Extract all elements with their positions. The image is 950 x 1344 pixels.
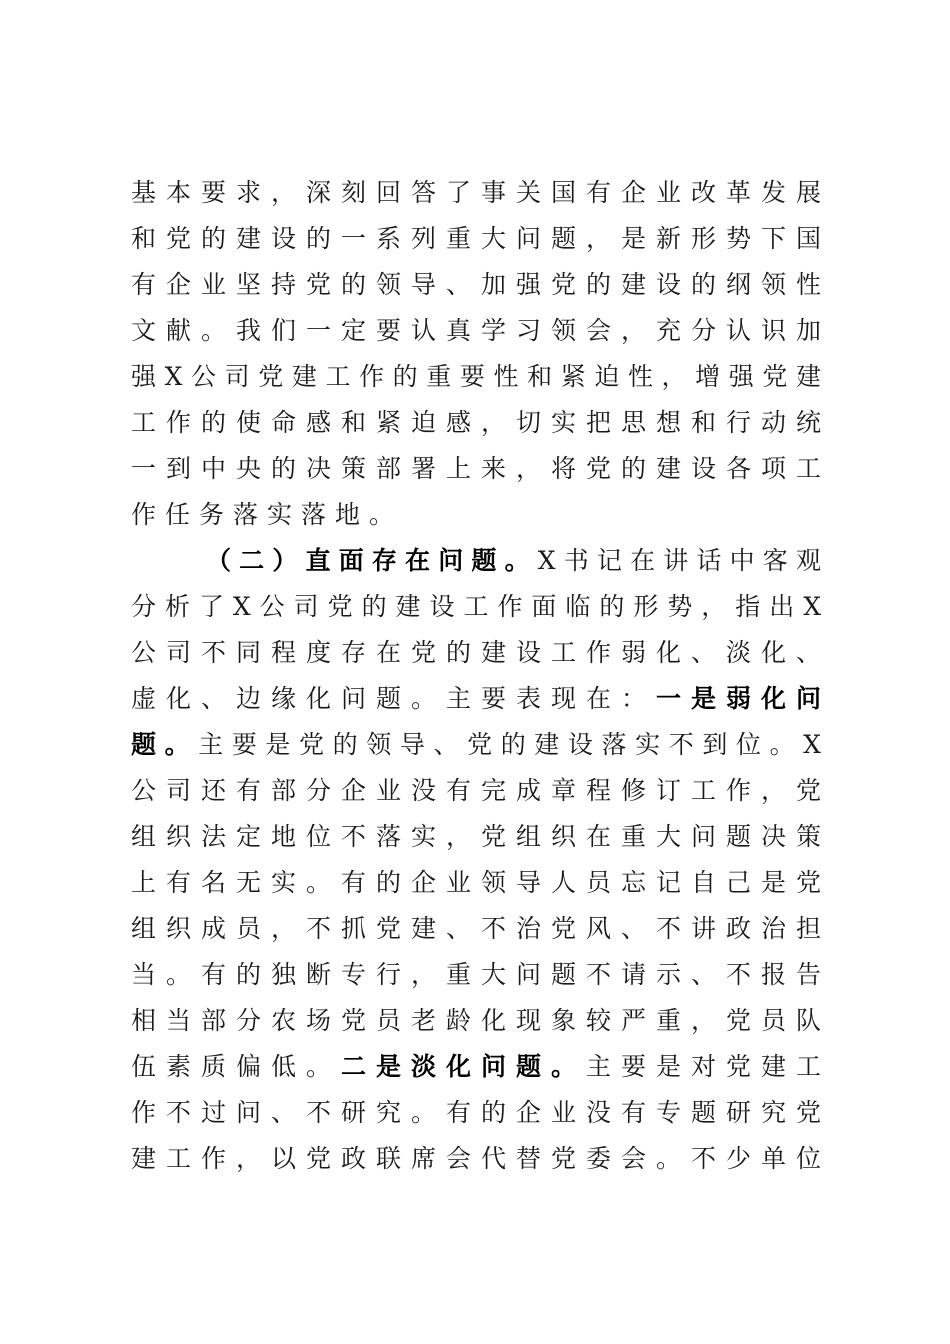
text-run: 主要是党的领导、党的建设落实不到位。X — [198, 730, 821, 759]
text-run: 文献。我们一定要认真学习领会，充分认识加 — [131, 316, 821, 345]
body-text-line — [131, 771, 821, 811]
body-text-line — [131, 587, 821, 627]
text-run: 作不过问、不研究。有的企业没有专题研究党 — [131, 1098, 821, 1127]
body-text-line — [131, 909, 821, 949]
text-run: 上有名无实。有的企业领导人员忘记自己是党 — [131, 868, 821, 897]
text-run: 组织成员，不抓党建、不治党风、不讲政治担 — [131, 914, 821, 943]
text-run: 当。有的独断专行，重大问题不请示、不报告 — [131, 960, 821, 989]
body-text-line — [131, 173, 821, 213]
bold-subheading: 题。 — [131, 730, 199, 759]
text-run: 虚化、边缘化问题。主要表现在： — [131, 684, 656, 713]
text-run: 强X公司党建工作的重要性和紧迫性，增强党建 — [131, 362, 821, 391]
text-run: 分析了X公司党的建设工作面临的形势，指出X — [131, 592, 821, 621]
text-run: 建工作，以党政联席会代替党委会。不少单位 — [131, 1144, 821, 1173]
text-run: 工作的使命感和紧迫感，切实把思想和行动统 — [131, 408, 821, 437]
text-run: 主要是对党建工 — [585, 1052, 821, 1081]
text-run: 一到中央的决策部署上来，将党的建设各项工 — [131, 454, 821, 483]
body-text-line — [131, 403, 821, 443]
body-text-line — [131, 1139, 821, 1179]
text-run: X书记在讲话中客观 — [537, 546, 821, 575]
body-text-line — [131, 495, 821, 535]
body-text-line — [131, 955, 821, 995]
text-run: 公司还有部分企业没有完成章程修订工作，党 — [131, 776, 821, 805]
text-run: 有企业坚持党的领导、加强党的建设的纲领性 — [131, 270, 821, 299]
text-run: 组织法定地位不落实，党组织在重大问题决策 — [131, 822, 821, 851]
text-run: 基本要求，深刻回答了事关国有企业改革发展 — [131, 178, 821, 207]
body-text-line — [131, 633, 821, 673]
body-text-line — [131, 817, 821, 857]
body-text-line — [131, 265, 821, 305]
section-heading: （二）直面存在问题。 — [206, 546, 538, 575]
body-text-line — [131, 725, 821, 765]
body-text-line — [131, 311, 821, 351]
body-text-line — [131, 863, 821, 903]
bold-subheading: 二是淡化问题。 — [341, 1052, 586, 1081]
text-run: 相当部分农场党员老龄化现象较严重，党员队 — [131, 1006, 821, 1035]
body-text-line — [131, 1093, 821, 1133]
section-heading-line — [206, 541, 821, 581]
body-text-line — [131, 679, 821, 719]
bold-subheading: 一是弱化问 — [655, 684, 821, 713]
text-run: 和党的建设的一系列重大问题，是新形势下国 — [131, 224, 821, 253]
text-run: 公司不同程度存在党的建设工作弱化、淡化、 — [131, 638, 821, 667]
text-run: 作任务落实落地。 — [131, 500, 404, 529]
body-text-line — [131, 357, 821, 397]
body-text-line — [131, 449, 821, 489]
text-run: 伍素质偏低。 — [131, 1052, 341, 1081]
body-text-line — [131, 219, 821, 259]
body-text-line — [131, 1047, 821, 1087]
body-text-line — [131, 1001, 821, 1041]
